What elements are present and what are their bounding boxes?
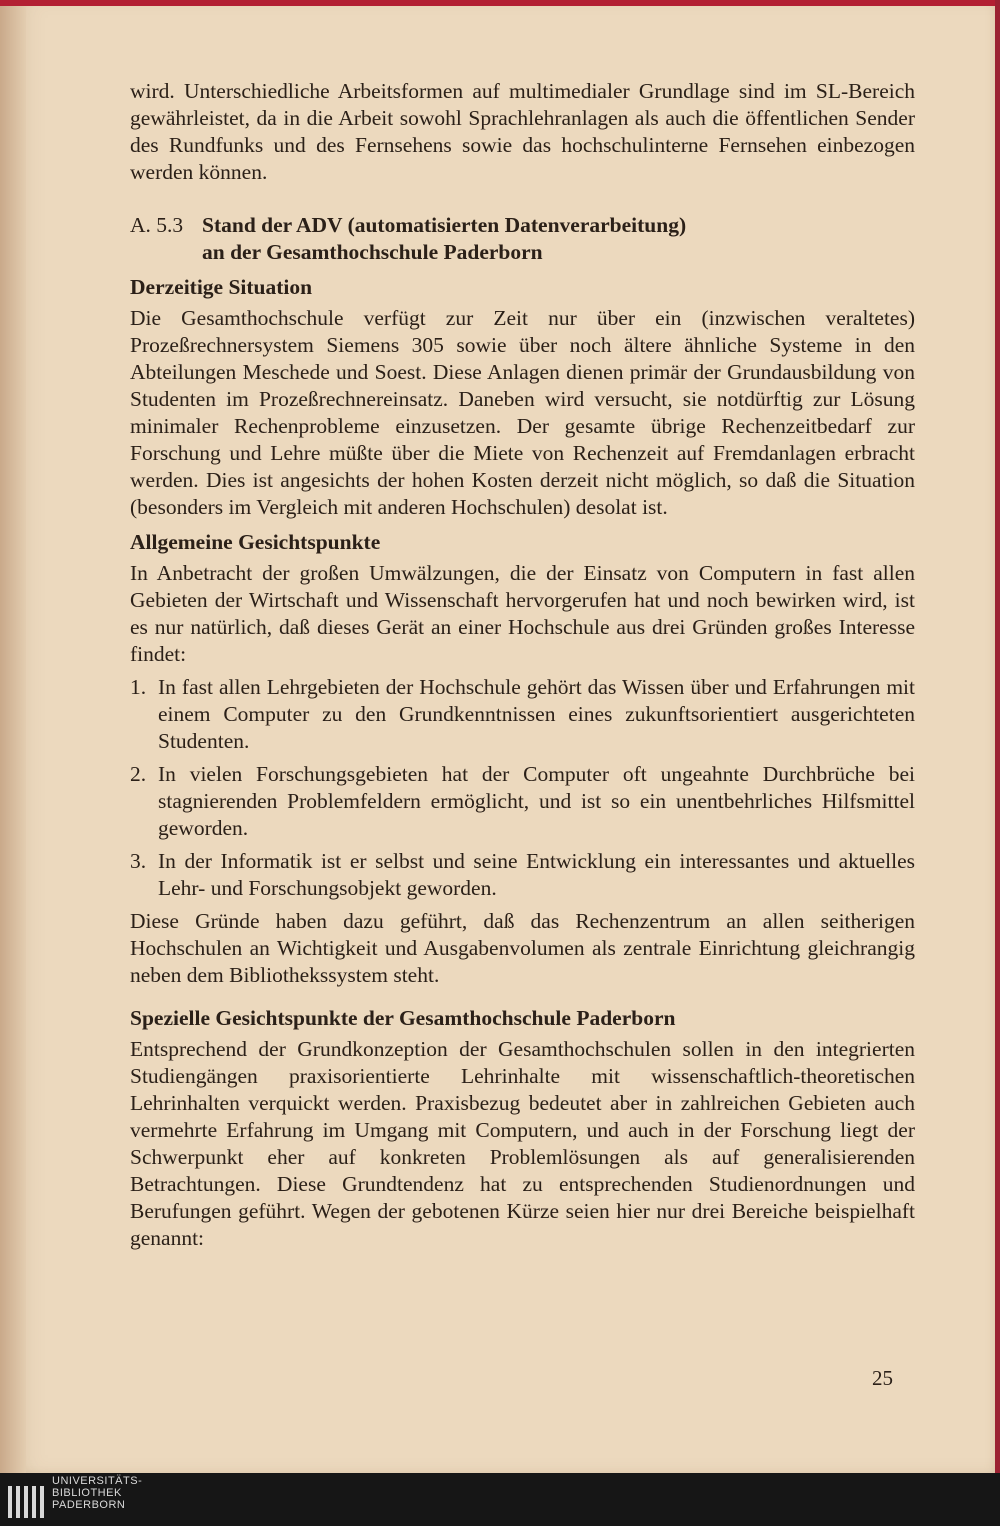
list-item-text: In fast allen Lehrgebieten der Hochschule gehört das Wissen über und Erfahrungen mit einem Computer zu den Grundkenntnissen eines zukunftsorientiert ausgerichteten Studenten. (158, 675, 915, 753)
list-item-text: In vielen Forschungsgebieten hat der Computer oft ungeahnte Durchbrüche bei stagnierenden Problemfeldern ermöglicht, und ist so ein unentbehrliches Hilfsmittel geworden. (158, 762, 915, 840)
section-title-line2: an der Gesamthochschule Paderborn (202, 240, 543, 264)
section-title (202, 212, 686, 266)
general-heading: Allgemeine Gesichtspunkte (130, 530, 381, 554)
situation-heading: Derzeitige Situation (130, 275, 313, 299)
page-number: 25 (872, 1366, 893, 1390)
page-gutter (0, 0, 26, 1473)
list-item-number: 3. (130, 849, 147, 873)
list-item (130, 674, 915, 755)
section-heading (130, 212, 915, 266)
list-item (130, 848, 915, 902)
section-number: A. 5.3 (130, 213, 184, 237)
library-logo-text: UNIVERSITÄTS- BIBLIOTHEK PADERBORN (52, 1475, 143, 1511)
list-item-number: 1. (130, 675, 147, 699)
library-footer (0, 1473, 1000, 1526)
special-heading: Spezielle Gesichtspunkte der Gesamthochschule Paderborn (130, 1006, 676, 1030)
list-item-text: In der Informatik ist er selbst und seine Entwicklung ein interessantes und aktuelles Lehr- und Forschungsobjekt geworden. (158, 849, 915, 900)
intro-paragraph: wird. Unterschiedliche Arbeitsformen auf multimedialer Grundlage sind im SL-Bereich gewährleistet, da in die Arbeit sowohl Sprachlehranlagen als auch die öffentlichen Sender des Rundfunks und des Fernsehens sowie das hochschulinterne Fernsehen einbezogen werden können. (130, 79, 915, 184)
general-paragraph: In Anbetracht der großen Umwälzungen, die der Einsatz von Computern in fast allen Gebieten der Wirtschaft und Wissenschaft hervorgerufen hat und noch bewirken wird, ist es nur natürlich, daß dieses Gerät an einer Hochschule aus drei Gründen großes Interesse findet: (130, 561, 915, 666)
special-paragraph: Entsprechend der Grundkonzeption der Gesamthochschulen sollen in den integrierten Studiengängen praxisorientierte Lehrinhalte mit wissenschaftlich-theoretischen Lehrinhalten verquickt werden. Praxisbezug bedeutet aber in zahlreichen Gebieten auch vermehrte Erfahrung im Umgang mit Computern, und auch in der Forschung liegt der Schwerpunkt eher auf konkreten Problemlösungen als auf generalisierenden Betrachtungen. Diese Grundtendenz hat zu entsprechenden Studienordnungen und Berufungen geführt. Wegen der gebotenen Kürze seien hier nur drei Bereiche beispielhaft genannt: (130, 1037, 915, 1250)
cover-edge-right (995, 0, 1000, 1473)
list-item-number: 2. (130, 762, 147, 786)
section-title-line1: Stand der ADV (automatisierten Datenverarbeitung) (202, 213, 687, 237)
reasons-list (130, 674, 915, 902)
page-content (130, 78, 915, 1252)
list-item (130, 761, 915, 842)
conclusion-paragraph: Diese Gründe haben dazu geführt, daß das Rechenzentrum an allen seitherigen Hochschulen an Wichtigkeit und Ausgabenvolumen als zentrale Einrichtung gleichrangig neben dem Bibliothekssystem steht. (130, 909, 915, 987)
situation-paragraph: Die Gesamthochschule verfügt zur Zeit nur über ein (inzwischen veraltetes) Prozeßrechnersystem Siemens 305 sowie über noch ältere ähnliche Systeme in den Abteilungen Meschede und Soest. Diese Anlagen dienen primär der Grundausbildung von Studenten im Prozeßrechnereinsatz. Daneben wird versucht, sie notdürftig zur Lösung minimaler Rechenprobleme einzusetzen. Der gesamte übrige Rechenzeitbedarf zur Forschung und Lehre müßte über die Miete von Rechenzeit auf Fremdanlagen erbracht werden. Dies ist angesichts der hohen Kosten derzeit nicht möglich, so daß die Situation (besonders im Vergleich mit anderen Hochschulen) desolat ist. (130, 306, 915, 519)
library-logo-icon (6, 1480, 48, 1520)
cover-edge-top (0, 0, 1000, 6)
